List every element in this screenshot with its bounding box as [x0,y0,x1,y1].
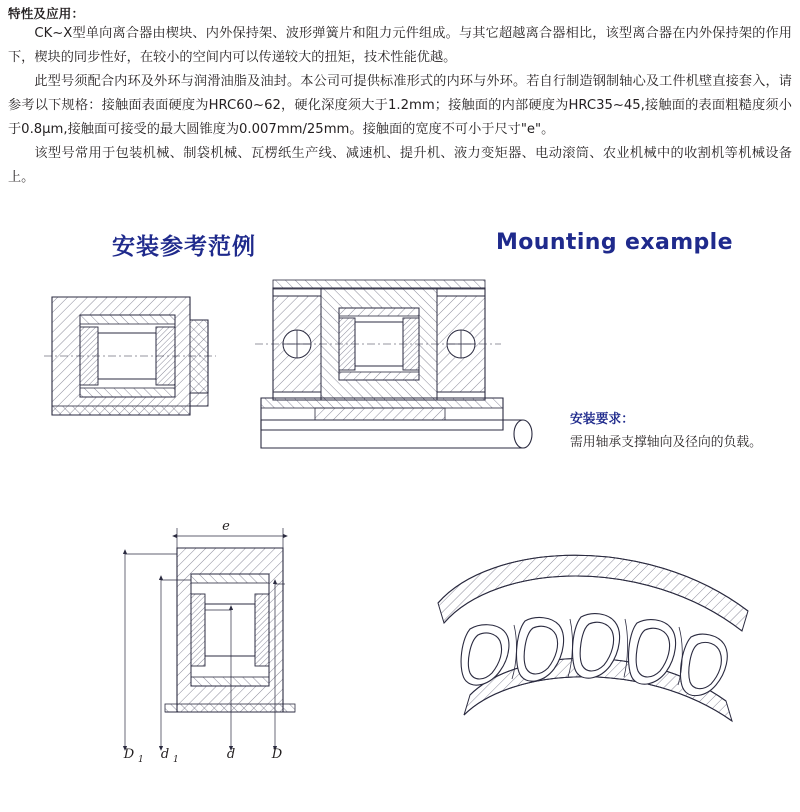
dim-label-d: d [226,747,236,762]
heading-mounting-example-cn: 安装参考范例 [112,234,256,260]
dim-label-D1-sub: 1 [138,755,144,765]
body-text [8,22,792,190]
paragraph-3: 该型号常用于包装机械、制袋机械、瓦楞纸生产线、减速机、提升机、液力变矩器、电动滚筒、农业机械中的收割机等机械设备上。 [8,146,792,185]
note-title: 安装要求： [570,412,634,427]
paragraph-2: 此型号须配合内环及外环与润滑油脂及油封。本公司可提供标准形式的内环与外环。若自行制造钢制轴心及工件机壁直接套入，请参考以下规格：接触面表面硬度为HRC60~62，硬化深度须大于1.2mm；接触面的内部硬度为HRC35~45,接触面的表面粗糙度须小于0.8μm,接触面可接受的最大圆锥度为0.007mm/25mm。接触面的宽度不可小于尺寸"e"。 [8,74,792,137]
dim-label-D1: D [123,747,135,762]
dim-label-D: D [271,747,283,762]
mounting-requirement-note [570,408,798,453]
paragraph-1: CK~X型单向离合器由楔块、内外保持架、波形弹簧片和阻力元件组成。与其它超越离合器相比，该型离合器在内外保持架的作用下，楔块的同步性好，在较小的空间内可以传递较大的扭矩，技术性能优越。 [8,26,792,65]
figure-wedge-array [430,545,770,745]
figure-right-assembly [255,270,575,460]
headings [0,228,800,268]
heading-mounting-example-en: Mounting example [496,230,733,255]
dim-label-e: e [222,520,230,534]
dim-label-d1: d [160,747,170,762]
note-body: 需用轴承支撑轴向及径向的负载。 [570,435,762,450]
figure-left-assembly [40,275,270,435]
dim-label-d1-sub: 1 [173,755,179,765]
section-title: 特性及应用： [8,6,85,21]
figure-section-dimensions [105,520,415,790]
